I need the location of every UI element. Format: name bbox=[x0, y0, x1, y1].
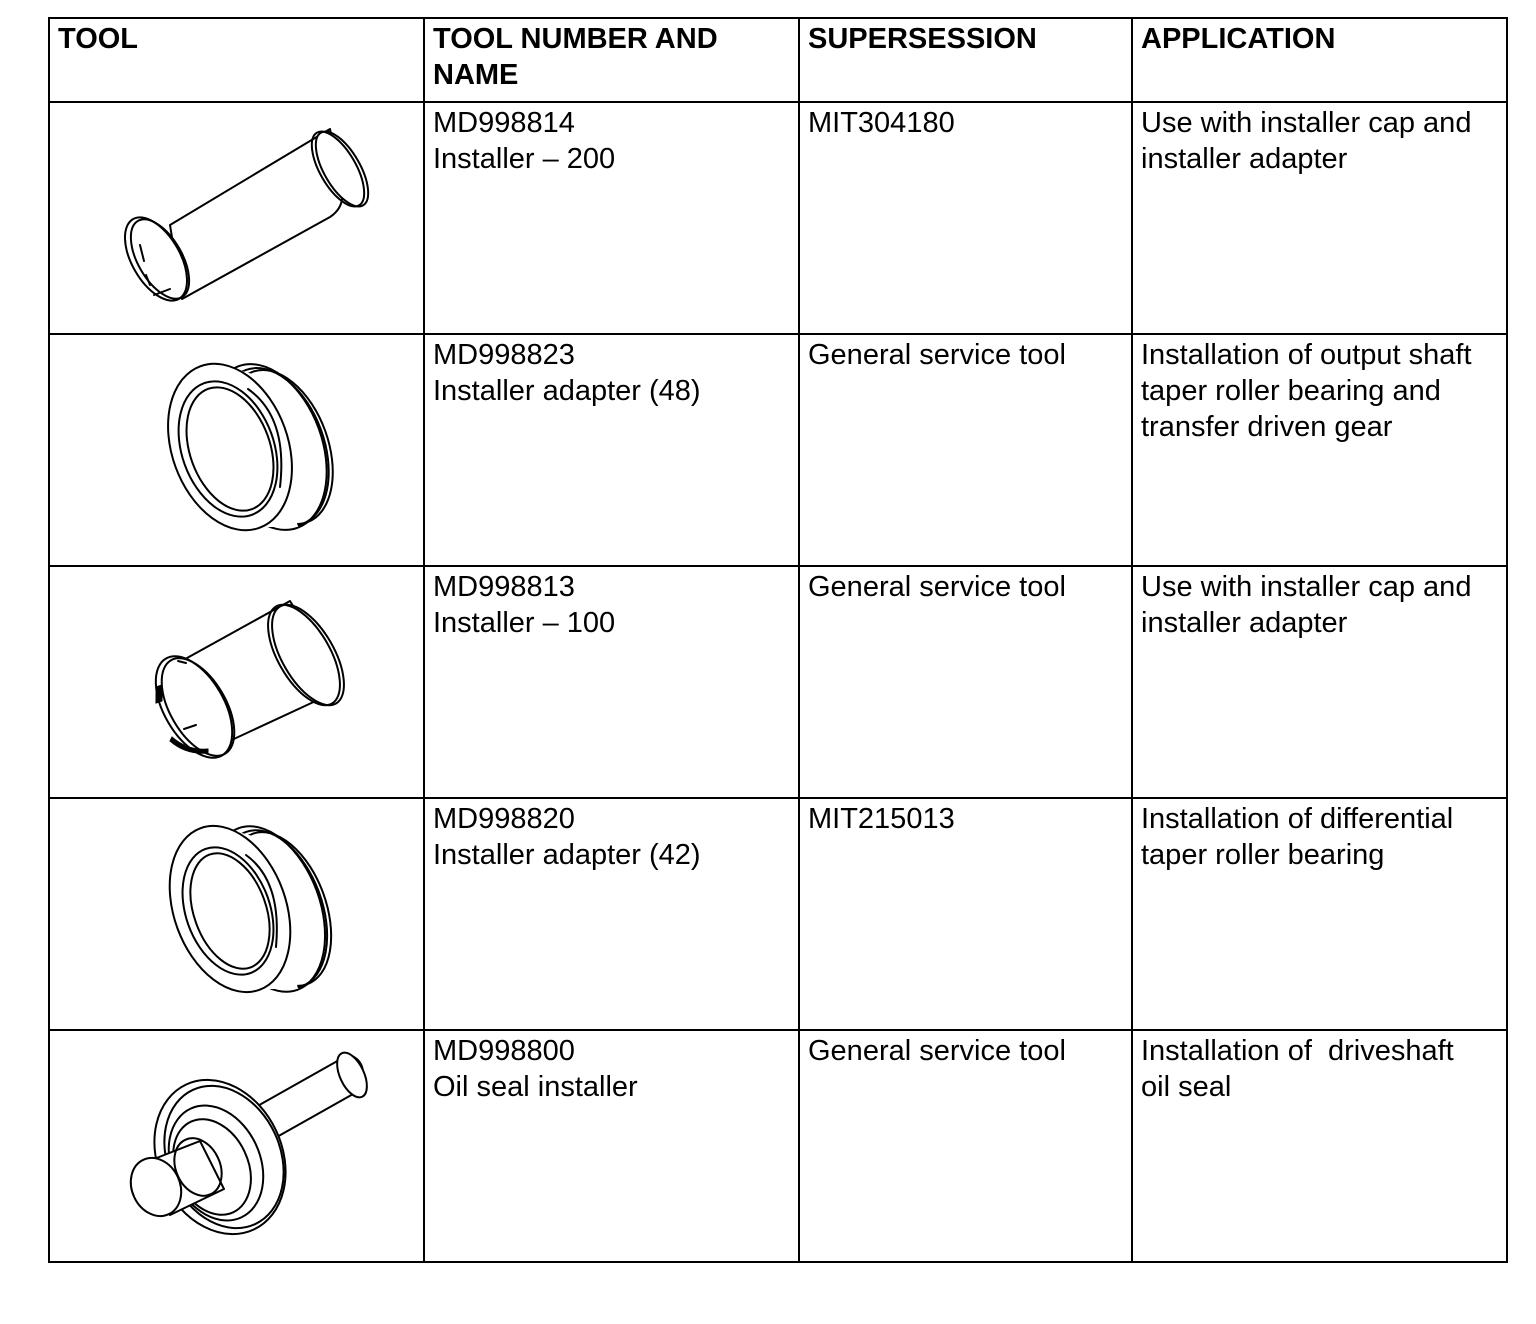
supersession-cell bbox=[799, 798, 1132, 1030]
tool-name: Installer – 200 bbox=[433, 143, 616, 175]
application-cell: Installation of differential taper roller bearing bbox=[1132, 798, 1507, 1030]
tool-number: MD998800 bbox=[433, 1035, 575, 1067]
tool-number: MD998820 bbox=[433, 803, 575, 835]
oil-seal-installer-icon bbox=[58, 1033, 432, 1261]
supersession-value: General service tool bbox=[808, 1035, 1066, 1067]
tool-image-cell bbox=[49, 566, 424, 798]
header-application: APPLICATION bbox=[1132, 18, 1507, 102]
tool-name: Installer adapter (48) bbox=[433, 375, 701, 407]
long-installer-sleeve-icon bbox=[58, 105, 432, 333]
short-installer-sleeve-icon bbox=[58, 569, 432, 797]
supersession-value: General service tool bbox=[808, 339, 1066, 371]
supersession-cell bbox=[799, 1030, 1132, 1262]
tool-number: MD998814 bbox=[433, 107, 575, 139]
tool-number-name-cell bbox=[424, 566, 799, 798]
tool-number-name-cell bbox=[424, 334, 799, 566]
table-row bbox=[49, 102, 1507, 334]
special-tools-table bbox=[48, 17, 1508, 1263]
tool-image-cell bbox=[49, 102, 424, 334]
tool-number: MD998823 bbox=[433, 339, 575, 371]
tool-name: Oil seal installer bbox=[433, 1071, 638, 1103]
supersession-value: MIT215013 bbox=[808, 803, 955, 835]
tool-number-name-cell bbox=[424, 1030, 799, 1262]
table-row bbox=[49, 334, 1507, 566]
application-cell: Installation of driveshaft oil seal bbox=[1132, 1030, 1507, 1262]
tool-image-cell bbox=[49, 334, 424, 566]
tool-image-cell bbox=[49, 1030, 424, 1262]
application-cell: Use with installer cap and installer adapter bbox=[1132, 102, 1507, 334]
tool-number-name-cell bbox=[424, 798, 799, 1030]
header-row bbox=[49, 18, 1507, 102]
installer-adapter-ring-icon bbox=[58, 337, 432, 565]
header-supersession: SUPERSESSION bbox=[799, 18, 1132, 102]
application-cell: Use with installer cap and installer adapter bbox=[1132, 566, 1507, 798]
table-row bbox=[49, 798, 1507, 1030]
supersession-cell bbox=[799, 566, 1132, 798]
table-row bbox=[49, 1030, 1507, 1262]
supersession-cell bbox=[799, 334, 1132, 566]
supersession-value: MIT304180 bbox=[808, 107, 955, 139]
table-row bbox=[49, 566, 1507, 798]
application-cell: Installation of output shaft taper roller bearing and transfer driven gear bbox=[1132, 334, 1507, 566]
tool-name: Installer – 100 bbox=[433, 607, 616, 639]
tool-number: MD998813 bbox=[433, 571, 575, 603]
tool-number-name-cell bbox=[424, 102, 799, 334]
supersession-cell bbox=[799, 102, 1132, 334]
supersession-value: General service tool bbox=[808, 571, 1066, 603]
tool-name: Installer adapter (42) bbox=[433, 839, 701, 871]
header-tool: TOOL bbox=[49, 18, 424, 102]
tool-image-cell bbox=[49, 798, 424, 1030]
header-tool-number-and-name: TOOL NUMBER AND NAME bbox=[424, 18, 799, 102]
installer-adapter-ring-icon bbox=[58, 801, 432, 1029]
